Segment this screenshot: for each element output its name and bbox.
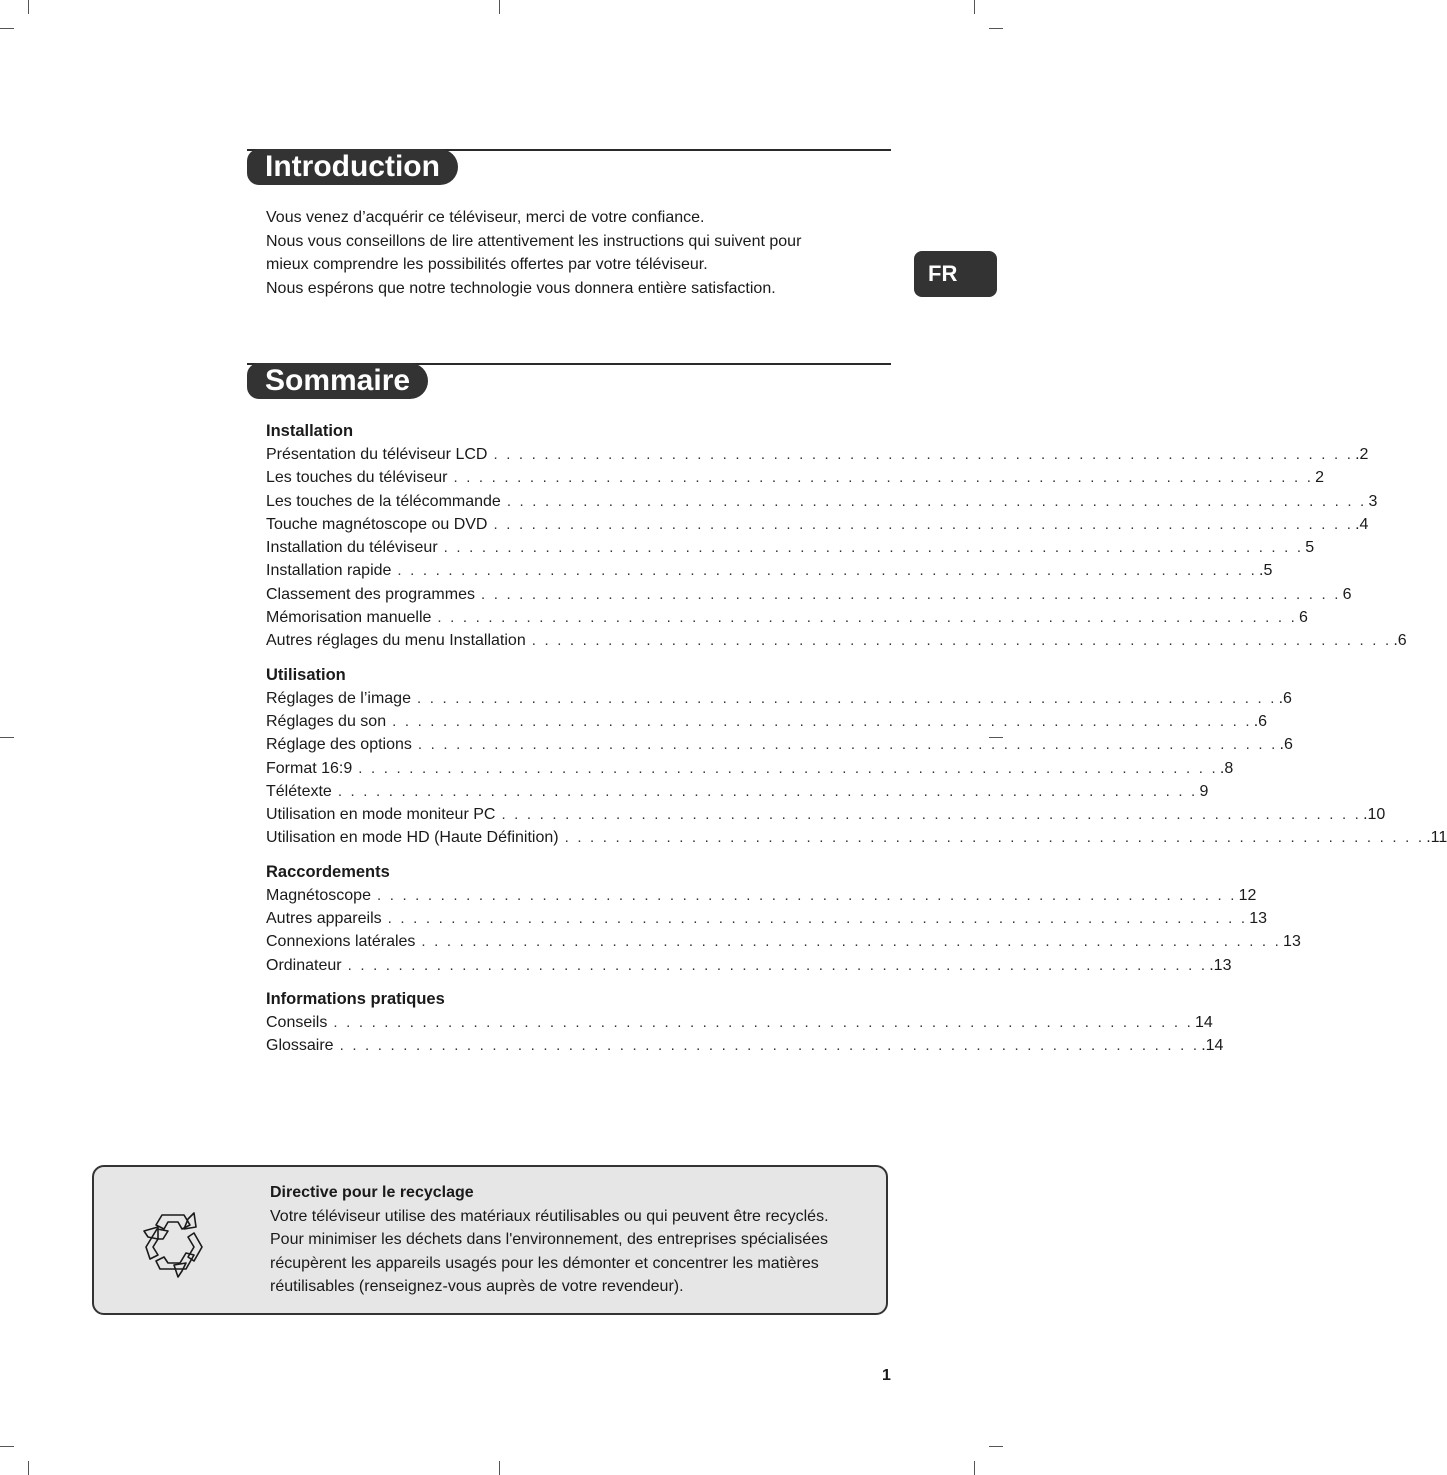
toc-entry-label: Installation du téléviseur xyxy=(266,539,438,557)
toc-entry-page: .6 xyxy=(1278,689,1292,707)
toc-entry-label: Magnétoscope xyxy=(266,886,371,904)
toc-leader-dots: . . . . . . . . . . . . . . . . . . . . . . . . . . . . . . . . . . . . . . . . . . . . . . . . . . . . . . . . . . . . . . . . . . . . xyxy=(387,910,1248,928)
language-tab: FR xyxy=(914,251,997,297)
toc-leader-dots: . . . . . . . . . . . . . . . . . . . . . . . . . . . . . . . . . . . . . . . . . . . . . . . . . . . . . . . . . . . . . . . . . . . . xyxy=(392,712,1252,730)
toc-entry-label: Mémorisation manuelle xyxy=(266,609,432,627)
toc-entry xyxy=(266,466,1324,489)
recycling-line: Votre téléviseur utilise des matériaux réutilisables ou qui peuvent être recyclés. xyxy=(270,1207,829,1225)
toc-entry-label: Utilisation en mode HD (Haute Définition) xyxy=(266,829,559,847)
recycling-line: Pour minimiser les déchets dans l'environnement, des entreprises spécialisées xyxy=(270,1231,828,1248)
toc-leader-dots: . . . . . . . . . . . . . . . . . . . . . . . . . . . . . . . . . . . . . . . . . . . . . . . . . . . . . . . . . . . . . . . . . . . . xyxy=(333,1013,1193,1031)
toc-entry-label: Ordinateur xyxy=(266,956,342,974)
toc-leader-dots: . . . . . . . . . . . . . . . . . . . . . . . . . . . . . . . . . . . . . . . . . . . . . . . . . . . . . . . . . . . . . . . . . . . . xyxy=(480,585,1341,603)
crop-mark xyxy=(0,28,14,29)
crop-mark xyxy=(989,28,1003,29)
toc-entry xyxy=(266,884,1257,907)
toc-entry xyxy=(266,757,1234,780)
toc-group xyxy=(266,988,1224,1058)
toc-leader-dots: . . . . . . . . . . . . . . . . . . . . . . . . . . . . . . . . . . . . . . . . . . . . . . . . . . . . . . . . . . . . . . . . . . . . xyxy=(347,956,1208,974)
toc-entry-label: Format 16:9 xyxy=(266,759,353,777)
toc-leader-dots: . . . . . . . . . . . . . . . . . . . . . . . . . . . . . . . . . . . . . . . . . . . . . . . . . . . . . . . . . . . . . . . . . . . . xyxy=(453,469,1314,487)
toc-entry-label: Les touches de la télécommande xyxy=(266,492,501,510)
toc-entry-page: 9 xyxy=(1199,782,1209,800)
toc-leader-dots: . . . . . . . . . . . . . . . . . . . . . . . . . . . . . . . . . . . . . . . . . . . . . . . . . . . . . . . . . . . . . . . . . . . . xyxy=(421,933,1282,951)
toc-entry-label: Installation rapide xyxy=(266,562,392,580)
toc-entry xyxy=(266,536,1315,559)
toc-entry xyxy=(266,559,1273,582)
toc-entry xyxy=(266,803,1386,826)
toc-entry xyxy=(266,513,1369,536)
toc-entry-page: .5 xyxy=(1259,562,1273,580)
toc-entry-page: 13 xyxy=(1283,933,1301,951)
toc-leader-dots: . . . . . . . . . . . . . . . . . . . . . . . . . . . . . . . . . . . . . . . . . . . . . . . . . . . . . . . . . . . . . . . . . . . . xyxy=(417,736,1278,754)
crop-mark xyxy=(974,0,975,14)
toc-entry-page: .6 xyxy=(1253,712,1268,730)
toc-group-title: Utilisation xyxy=(266,665,346,684)
toc-entry xyxy=(266,490,1378,513)
recycling-text xyxy=(270,1181,880,1299)
toc-leader-dots: . . . . . . . . . . . . . . . . . . . . . . . . . . . . . . . . . . . . . . . . . . . . . . . . . . . . . . . . . . . . . . . . . . . . xyxy=(506,492,1367,510)
toc-entry-page: .14 xyxy=(1201,1037,1224,1055)
recycle-icon xyxy=(138,1209,208,1277)
toc-entry-page: 2 xyxy=(1315,469,1324,487)
toc-entry-page: .10 xyxy=(1363,806,1386,824)
toc-leader-dots: . . . . . . . . . . . . . . . . . . . . . . . . . . . . . . . . . . . . . . . . . . . . . . . . . . . . . . . . . . . . . . . . . . . . xyxy=(443,539,1304,557)
intro-line: mieux comprendre les possibilités offertes par votre téléviseur. xyxy=(266,256,708,273)
page-number: 1 xyxy=(882,1367,891,1384)
toc-group-title: Raccordements xyxy=(266,862,390,881)
toc-leader-dots: . . . . . . . . . . . . . . . . . . . . . . . . . . . . . . . . . . . . . . . . . . . . . . . . . . . . . . . . . . . . . . . . . . . . xyxy=(358,759,1218,777)
toc-entry-label: Touche magnétoscope ou DVD xyxy=(266,515,488,533)
toc-leader-dots: . . . . . . . . . . . . . . . . . . . . . . . . . . . . . . . . . . . . . . . . . . . . . . . . . . . . . . . . . . . . . . . . . . . . xyxy=(437,609,1298,627)
toc-leader-dots: . . . . . . . . . . . . . . . . . . . . . . . . . . . . . . . . . . . . . . . . . . . . . . . . . . . . . . . . . . . . . . . . . . . . xyxy=(397,562,1258,580)
toc-entry-label: Glossaire xyxy=(266,1037,334,1055)
toc-leader-dots: . . . . . . . . . . . . . . . . . . . . . . . . . . . . . . . . . . . . . . . . . . . . . . . . . . . . . . . . . . . . . . . . . . . . xyxy=(493,515,1354,533)
recycling-notice xyxy=(92,1165,888,1315)
toc-group xyxy=(266,664,1447,850)
toc-entry xyxy=(266,954,1232,977)
toc-entry-page: .2 xyxy=(1355,446,1369,463)
toc-group xyxy=(266,861,1301,977)
toc-entry-label: Autres réglages du menu Installation xyxy=(266,632,526,650)
toc-entry-label: Utilisation en mode moniteur PC xyxy=(266,806,496,824)
toc-entry xyxy=(266,930,1301,953)
toc-entry-page: 6 xyxy=(1299,609,1308,627)
toc-leader-dots: . . . . . . . . . . . . . . . . . . . . . . . . . . . . . . . . . . . . . . . . . . . . . . . . . . . . . . . . . . . . . . . . . . . . xyxy=(337,782,1198,800)
toc-entry-page: 12 xyxy=(1238,886,1257,904)
toc-entry-page: 5 xyxy=(1305,539,1315,557)
intro-line: Nous espérons que notre technologie vous donnera entière satisfaction. xyxy=(266,279,776,297)
crop-mark xyxy=(0,737,14,738)
toc-group-title: Informations pratiques xyxy=(266,989,445,1008)
toc-entry-label: Conseils xyxy=(266,1013,328,1031)
toc-entry-label: Connexions latérales xyxy=(266,933,416,951)
toc-entry-label: Autres appareils xyxy=(266,910,382,928)
toc-entry xyxy=(266,606,1308,629)
toc-entry xyxy=(266,443,1369,466)
toc-entry xyxy=(266,1034,1224,1057)
toc-entry xyxy=(266,1011,1213,1034)
toc-entry-label: Présentation du téléviseur LCD xyxy=(266,446,488,463)
toc-entry-page: 14 xyxy=(1194,1013,1213,1031)
toc-entry-label: Les touches du téléviseur xyxy=(266,469,448,487)
crop-mark xyxy=(499,1461,500,1475)
toc-leader-dots: . . . . . . . . . . . . . . . . . . . . . . . . . . . . . . . . . . . . . . . . . . . . . . . . . . . . . . . . . . . . . . . . . . . . xyxy=(501,806,1362,824)
toc-entry-page: .11 xyxy=(1426,829,1447,847)
crop-mark xyxy=(0,1446,14,1447)
toc-entry-label: Réglages du son xyxy=(266,712,387,730)
toc-leader-dots: . . . . . . . . . . . . . . . . . . . . . . . . . . . . . . . . . . . . . . . . . . . . . . . . . . . . . . . . . . . . . . . . . . . . xyxy=(339,1037,1200,1055)
crop-mark xyxy=(28,1461,29,1475)
introduction-text xyxy=(266,206,886,300)
toc-leader-dots: . . . . . . . . . . . . . . . . . . . . . . . . . . . . . . . . . . . . . . . . . . . . . . . . . . . . . . . . . . . . . . . . . . . . xyxy=(416,689,1277,707)
toc-entry-label: Classement des programmes xyxy=(266,585,475,603)
toc-leader-dots: . . . . . . . . . . . . . . . . . . . . . . . . . . . . . . . . . . . . . . . . . . . . . . . . . . . . . . . . . . . . . . . . . . . . xyxy=(376,886,1237,904)
toc-entry-label: Réglages de l’image xyxy=(266,689,411,707)
toc-entry xyxy=(266,780,1209,803)
toc-entry-page: .4 xyxy=(1355,515,1369,533)
toc-leader-dots: . . . . . . . . . . . . . . . . . . . . . . . . . . . . . . . . . . . . . . . . . . . . . . . . . . . . . . . . . . . . . . . . . . . . xyxy=(493,446,1354,463)
toc-entry-page: 6 xyxy=(1342,585,1352,603)
toc-entry-label: Télétexte xyxy=(266,782,332,800)
crop-mark xyxy=(974,1461,975,1475)
toc-entry xyxy=(266,687,1292,710)
intro-line: Vous venez d’acquérir ce téléviseur, merci de votre confiance. xyxy=(266,209,705,226)
toc-leader-dots: . . . . . . . . . . . . . . . . . . . . . . . . . . . . . . . . . . . . . . . . . . . . . . . . . . . . . . . . . . . . . . . . . . . . xyxy=(564,829,1425,847)
toc-entry xyxy=(266,907,1268,930)
summary-title: Sommaire xyxy=(247,363,428,399)
recycling-line: réutilisables (renseignez-vous auprès de votre revendeur). xyxy=(270,1278,684,1295)
toc-leader-dots: . . . . . . . . . . . . . . . . . . . . . . . . . . . . . . . . . . . . . . . . . . . . . . . . . . . . . . . . . . . . . . . . . . . . xyxy=(531,632,1392,650)
toc-group-title: Installation xyxy=(266,422,354,440)
toc-entry-label: Réglage des options xyxy=(266,736,412,754)
toc-entry xyxy=(266,710,1268,733)
crop-mark xyxy=(28,0,29,14)
toc-group xyxy=(266,420,1407,653)
table-of-contents xyxy=(266,420,1447,1069)
toc-entry xyxy=(266,826,1447,849)
recycling-title: Directive pour le recyclage xyxy=(270,1184,474,1201)
toc-entry-page: .6 xyxy=(1279,736,1293,754)
recycling-line: récupèrent les appareils usagés pour les démonter et concentrer les matières xyxy=(270,1254,819,1272)
toc-entry xyxy=(266,629,1407,652)
introduction-title: Introduction xyxy=(247,149,458,185)
toc-entry-page: .8 xyxy=(1219,759,1234,777)
toc-entry-page: 13 xyxy=(1249,910,1268,928)
crop-mark xyxy=(989,1446,1003,1447)
toc-entry-page: 3 xyxy=(1368,492,1378,510)
toc-entry-page: .6 xyxy=(1393,632,1407,650)
toc-entry xyxy=(266,583,1352,606)
intro-line: Nous vous conseillons de lire attentivement les instructions qui suivent pour xyxy=(266,232,802,250)
crop-mark xyxy=(499,0,500,14)
toc-entry-page: .13 xyxy=(1209,956,1232,974)
toc-entry xyxy=(266,733,1293,756)
